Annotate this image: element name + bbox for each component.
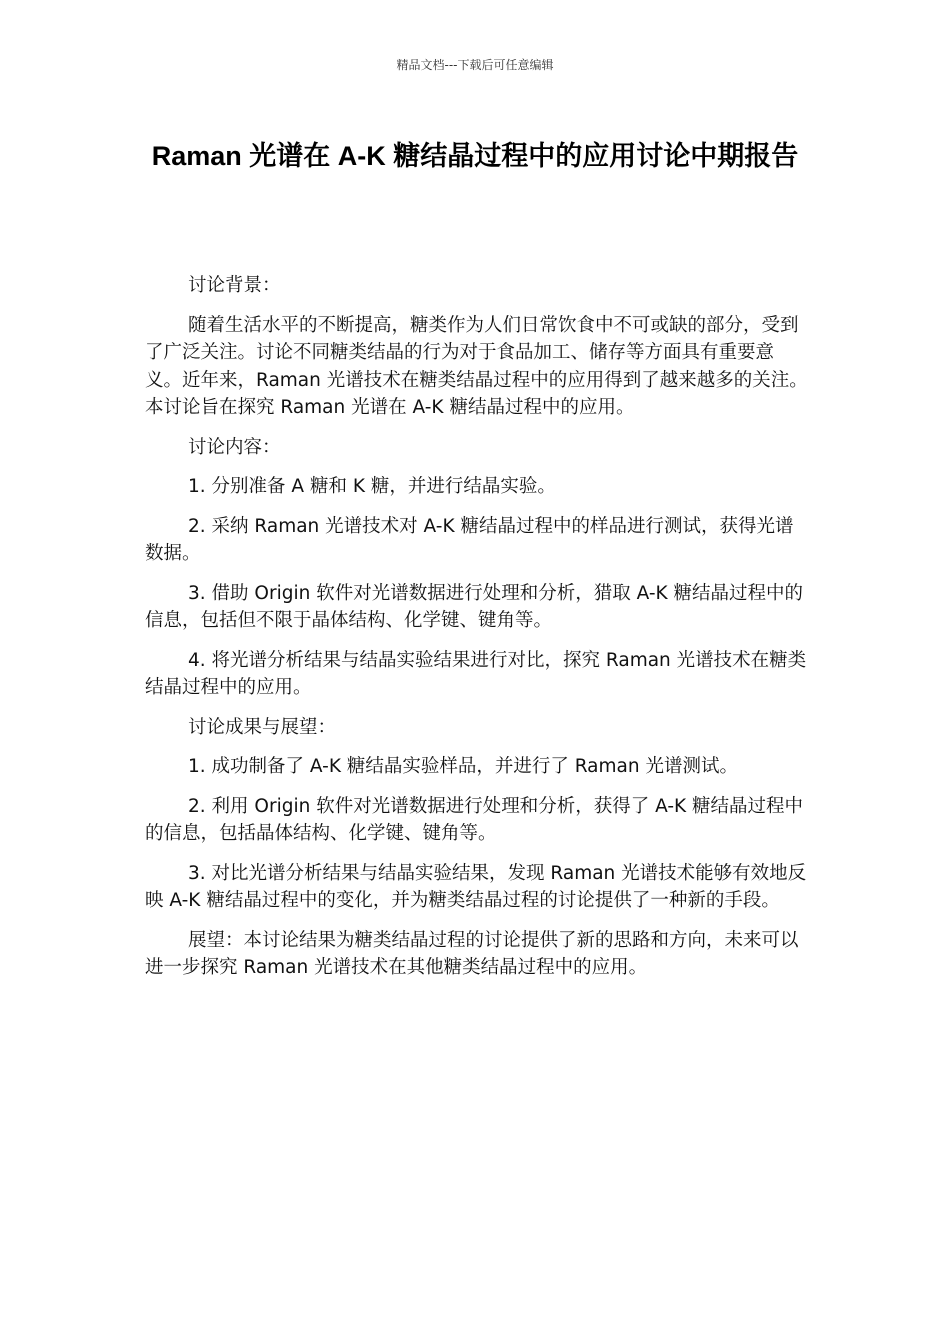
content-item-1: 1. 分别准备 A 糖和 K 糖，并进行结晶实验。 bbox=[188, 476, 556, 497]
background-paragraph: 随着生活水平的不断提高，糖类作为人们日常饮食中不可或缺的部分，受到了广泛关注。讨论不同糖类结晶的行为对于食品加工、储存等方面具有重要意义。近年来，Raman 光谱技术在糖类结晶过程中的应用得到了越来越多的关注。本讨论旨在探究 Raman 光谱在 A-K 糖结晶过程中的应用。 bbox=[145, 314, 808, 418]
section-heading-background: 讨论背景： bbox=[188, 275, 281, 296]
section-heading-results: 讨论成果与展望： bbox=[188, 716, 337, 738]
section-heading-content: 讨论内容： bbox=[188, 436, 281, 458]
results-item-1: 1. 成功制备了 A-K 糖结晶实验样品，并进行了 Raman 光谱测试。 bbox=[188, 756, 738, 777]
content-item-2: 2. 采纳 Raman 光谱技术对 A-K 糖结晶过程中的样品进行测试，获得光谱数据。 bbox=[145, 515, 794, 564]
content-item-3: 3. 借助 Origin 软件对光谱数据进行处理和分析，猎取 A-K 糖结晶过程中的信息，包括但不限于晶体结构、化学键、键角等。 bbox=[145, 582, 804, 631]
page-header: 精品文档---下载后可任意编辑 bbox=[396, 58, 554, 72]
document-body bbox=[145, 272, 809, 994]
document-title: Raman 光谱在 A-K 糖结晶过程中的应用讨论中期报告 bbox=[151, 141, 799, 171]
results-item-2: 2. 利用 Origin 软件对光谱数据进行处理和分析，获得了 A-K 糖结晶过程中的信息，包括晶体结构、化学键、键角等。 bbox=[145, 795, 804, 844]
outlook-paragraph: 展望：本讨论结果为糖类结晶过程的讨论提供了新的思路和方向，未来可以进一步探究 Raman 光谱技术在其他糖类结晶过程中的应用。 bbox=[145, 929, 799, 978]
content-item-4: 4. 将光谱分析结果与结晶实验结果进行对比，探究 Raman 光谱技术在糖类结晶过程中的应用。 bbox=[145, 649, 807, 698]
results-item-3: 3. 对比光谱分析结果与结晶实验结果，发现 Raman 光谱技术能够有效地反映 A-K 糖结晶过程中的变化，并为糖类结晶过程的讨论提供了一种新的手段。 bbox=[145, 862, 807, 911]
